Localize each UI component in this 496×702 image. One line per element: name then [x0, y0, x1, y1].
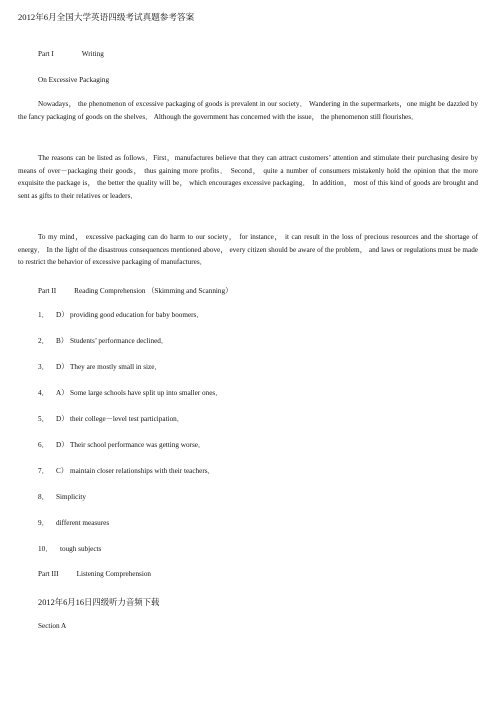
listening-download-link[interactable]: 2012年6月16日四级听力音频下载 [38, 598, 160, 607]
essay-title: On Excessive Packaging [38, 76, 110, 84]
answer-item: 6． D） Their school performance was getting worse． [38, 441, 206, 449]
answer-item: 5． D） their college－level test participation． [38, 415, 184, 423]
section-a-heading: Section A [38, 622, 67, 630]
part1-name: Writing [81, 50, 104, 58]
part2-label: Part II [38, 287, 57, 295]
answer-item: 10． tough subjects [38, 545, 102, 553]
part3-heading [38, 570, 151, 578]
answer-item: 4． A） Some large schools have split up into smaller ones． [38, 389, 223, 397]
answer-item: 7． C） maintain closer relationships with their teachers． [38, 467, 215, 475]
answer-item: 3． D） They are mostly small in size． [38, 363, 162, 371]
part3-label: Part III [38, 570, 59, 578]
part3-name: Listening Comprehension [76, 570, 152, 578]
answer-item: 9． different measures [38, 519, 110, 527]
essay-paragraph-2: The reasons can be listed as follows．First，manufactures believe that they can attract customers’ attention and stimulate their purchasing desire by means of over－packaging their goods， thus gaining more profits． Second， quite a number of consumers mistakenly hold the opinion that the more exquisite the package is， the better the quality will be， which encourages excessive packaging． In addition， most of this kind of goods are brought and sent as gifts to their relatives or leaders． [18, 154, 478, 200]
document-title: 2012年6月全国大学英语四级考试真题参考答案 [18, 12, 195, 22]
answer-item: 2． B） Students’ performance declined． [38, 337, 169, 345]
part2-heading [38, 286, 232, 296]
part1-label: Part I [38, 50, 54, 58]
part2-name: Reading Comprehension （Skimming and Scanning） [74, 287, 233, 295]
answer-item: 1． D） providing good education for baby boomers． [38, 311, 204, 319]
answer-item: 8． Simplicity [38, 493, 86, 501]
essay-paragraph-3: To my mind， excessive packaging can do harm to our society， for instance， it can result in the loss of precious resources and the shortage of energy． In the light of the disastrous consequences mentioned above， every citizen should be aware of the problem， and laws or regulations must be made to restrict the behavior of excessive packaging of manufactures． [18, 233, 478, 267]
part1-heading [38, 50, 104, 58]
essay-paragraph-1: Nowadays， the phenomenon of excessive packaging of goods is prevalent in our society． Wandering in the supermarkets，one might be dazzled by the fancy packaging of goods on the shelves． Although the government has concerned with the issue， the phenomenon still flourishes． [18, 100, 478, 121]
